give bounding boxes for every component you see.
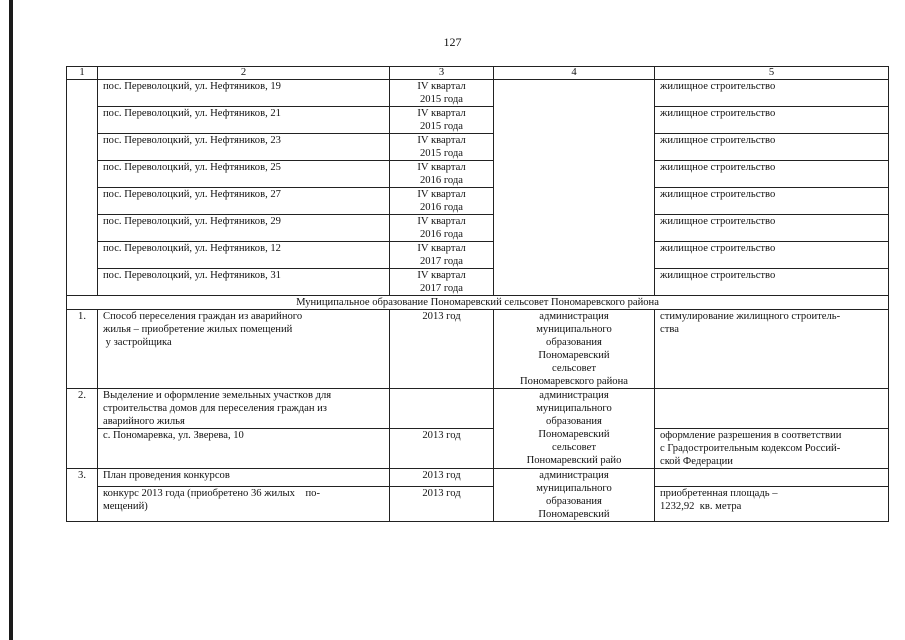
- item-description: [98, 310, 390, 389]
- period-year: 2016 года: [419, 229, 463, 240]
- item-number: 2.: [67, 389, 98, 469]
- period-cell: 2013 год: [390, 469, 494, 487]
- table-row: [67, 134, 889, 161]
- empty-number-cell: [67, 80, 98, 296]
- col-1-header: 1: [67, 67, 98, 80]
- result-cell: [655, 487, 889, 522]
- period-cell: [390, 242, 494, 269]
- executor-line: муниципального: [536, 483, 612, 494]
- col-2-header: 2: [98, 67, 390, 80]
- period-quarter: IV квартал: [417, 81, 466, 92]
- description-line: у застройщика: [103, 337, 172, 348]
- section-title: Муниципальное образование Пономаревский сельсовет Пономаревского района: [67, 296, 889, 310]
- executor-line: образования: [546, 496, 602, 507]
- period-cell: [390, 269, 494, 296]
- item-number: 3.: [67, 469, 98, 522]
- empty-period-cell: [390, 389, 494, 429]
- executor-cell: [494, 389, 655, 469]
- period-quarter: IV квартал: [417, 135, 466, 146]
- empty-result-cell: [655, 389, 889, 429]
- period-year: 2016 года: [419, 175, 463, 186]
- period-year: 2015 года: [419, 148, 463, 159]
- period-year: 2016 года: [419, 202, 463, 213]
- purpose-cell: жилищное строительство: [655, 188, 889, 215]
- item-description: План проведения конкурсов: [98, 469, 390, 487]
- page-number: 127: [443, 35, 462, 49]
- table-row-item-3: [67, 469, 889, 487]
- table-row: [67, 80, 889, 107]
- result-line: ства: [660, 324, 679, 335]
- result-line: стимулирование жилищного строитель-: [660, 311, 841, 322]
- executor-line: образования: [546, 337, 602, 348]
- result-line: с Градостроительным кодексом Россий-: [660, 443, 841, 454]
- purpose-cell: жилищное строительство: [655, 107, 889, 134]
- purpose-cell: жилищное строительство: [655, 80, 889, 107]
- empty-result-cell: [655, 469, 889, 487]
- period-cell: [390, 161, 494, 188]
- col-3-header: 3: [390, 67, 494, 80]
- address-cell: пос. Переволоцкий, ул. Нефтяников, 29: [98, 215, 390, 242]
- item-description: [98, 487, 390, 522]
- purpose-cell: жилищное строительство: [655, 134, 889, 161]
- period-quarter: IV квартал: [417, 162, 466, 173]
- table-row-item-2: [67, 389, 889, 429]
- address-cell: пос. Переволоцкий, ул. Нефтяников, 19: [98, 80, 390, 107]
- table-row-item-1: [67, 310, 889, 389]
- executor-line: Пономаревский: [538, 509, 610, 520]
- period-cell: 2013 год: [390, 429, 494, 469]
- period-cell: [390, 134, 494, 161]
- executor-line: Пономаревский: [538, 350, 610, 361]
- period-year: 2017 года: [419, 283, 463, 294]
- period-cell: [390, 80, 494, 107]
- scan-left-edge: [9, 0, 13, 640]
- result-line: 1232,92 кв. метра: [660, 501, 742, 513]
- executor-line: сельсовет: [552, 363, 596, 374]
- table-row-item-3-sub: [67, 487, 889, 522]
- resettlement-plan-table: [66, 66, 889, 522]
- purpose-cell: жилищное строительство: [655, 269, 889, 296]
- period-year: 2015 года: [419, 94, 463, 105]
- description-line: аварийного жилья: [103, 416, 185, 427]
- table-row: [67, 161, 889, 188]
- result-line: ской Федерации: [660, 456, 733, 467]
- result-line: приобретенная площадь –: [660, 488, 778, 500]
- address-cell: пос. Переволоцкий, ул. Нефтяников, 12: [98, 242, 390, 269]
- empty-executor-cell: [494, 80, 655, 296]
- executor-line: администрация: [539, 470, 609, 481]
- executor-line: Пономаревский райо: [526, 455, 622, 466]
- purpose-cell: жилищное строительство: [655, 161, 889, 188]
- table-row: [67, 215, 889, 242]
- col-5-header: 5: [655, 67, 889, 80]
- executor-line: администрация: [539, 390, 609, 401]
- table-row: [67, 269, 889, 296]
- period-cell: [390, 188, 494, 215]
- executor-line: сельсовет: [552, 442, 596, 453]
- period-cell: 2013 год: [390, 310, 494, 389]
- period-quarter: IV квартал: [417, 270, 466, 281]
- item-number: 1.: [67, 310, 98, 389]
- period-quarter: IV квартал: [417, 189, 466, 200]
- period-quarter: IV квартал: [417, 216, 466, 227]
- description-line: жилья – приобретение жилых помещений: [103, 324, 293, 335]
- executor-line: муниципального: [536, 403, 612, 414]
- period-quarter: IV квартал: [417, 243, 466, 254]
- address-cell: пос. Переволоцкий, ул. Нефтяников, 21: [98, 107, 390, 134]
- executor-cell: [494, 310, 655, 389]
- description-line: Способ переселения граждан из аварийного: [103, 311, 303, 322]
- item-description: [98, 389, 390, 429]
- period-quarter: IV квартал: [417, 108, 466, 119]
- executor-line: Пономаревский: [538, 429, 610, 440]
- table-row: [67, 188, 889, 215]
- description-line: строительства домов для переселения граждан из: [103, 403, 327, 414]
- period-year: 2015 года: [419, 121, 463, 132]
- table-row-item-2-sub: [67, 429, 889, 469]
- address-cell: пос. Переволоцкий, ул. Нефтяников, 23: [98, 134, 390, 161]
- result-cell: [655, 429, 889, 469]
- section-row: [67, 296, 889, 310]
- col-4-header: 4: [494, 67, 655, 80]
- description-line: конкурс 2013 года (приобретено 36 жилых по-: [103, 488, 320, 500]
- table-row: [67, 242, 889, 269]
- column-number-row: [67, 67, 889, 80]
- address-cell: с. Пономаревка, ул. Зверева, 10: [98, 429, 390, 469]
- address-cell: пос. Переволоцкий, ул. Нефтяников, 31: [98, 269, 390, 296]
- period-year: 2017 года: [419, 256, 463, 267]
- executor-line: муниципального: [536, 324, 612, 335]
- address-cell: пос. Переволоцкий, ул. Нефтяников, 27: [98, 188, 390, 215]
- period-cell: [390, 107, 494, 134]
- description-line: Выделение и оформление земельных участков для: [103, 390, 332, 401]
- purpose-cell: жилищное строительство: [655, 242, 889, 269]
- result-cell: [655, 310, 889, 389]
- period-cell: 2013 год: [390, 487, 494, 522]
- address-cell: пос. Переволоцкий, ул. Нефтяников, 25: [98, 161, 390, 188]
- executor-line: Пономаревского района: [520, 376, 628, 387]
- executor-line: образования: [546, 416, 602, 427]
- period-cell: [390, 215, 494, 242]
- result-line: оформление разрешения в соответствии: [660, 430, 842, 441]
- executor-line: администрация: [539, 311, 609, 322]
- executor-cell: [494, 469, 655, 522]
- table-row: [67, 107, 889, 134]
- purpose-cell: жилищное строительство: [655, 215, 889, 242]
- description-line: мещений): [103, 501, 148, 513]
